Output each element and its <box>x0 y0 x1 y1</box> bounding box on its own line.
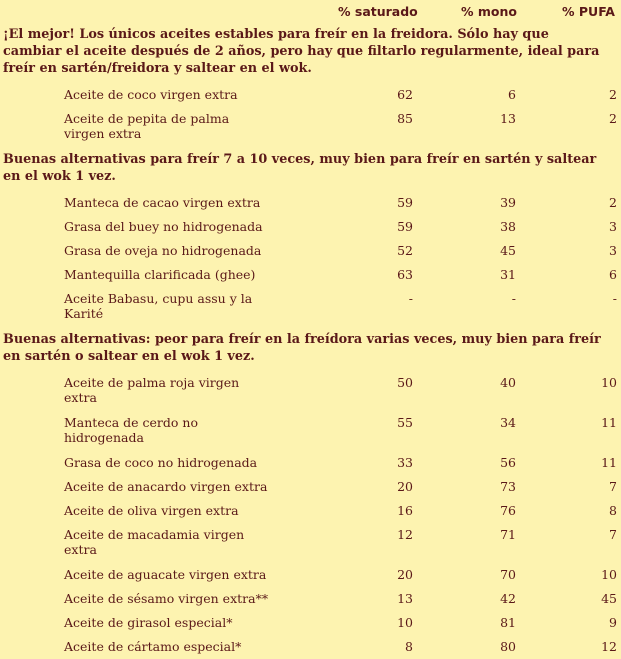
value-mono: 56 <box>500 455 516 470</box>
value-saturado: 62 <box>397 87 413 102</box>
oil-name: Aceite de aguacate virgen extra <box>64 567 267 582</box>
value-pufa: 6 <box>609 267 617 282</box>
section-title: Buenas alternativas: peor para freír en la freídora varias veces, muy bien para freír en sartén o saltear en el wok 1 vez. <box>3 332 601 364</box>
oil-name: Grasa de coco no hidrogenada <box>64 455 258 470</box>
table-row <box>0 107 621 147</box>
value-pufa: 45 <box>601 591 617 606</box>
value-mono: 76 <box>500 503 516 518</box>
value-saturado: 13 <box>397 591 413 606</box>
value-saturado: 59 <box>397 219 413 234</box>
oil-name: Aceite de anacardo virgen extra <box>64 479 268 494</box>
groups-container <box>0 22 621 659</box>
value-mono: 39 <box>500 195 516 210</box>
oil-name: Grasa del buey no hidrogenada <box>64 219 263 234</box>
value-pufa: 9 <box>609 615 617 630</box>
value-saturado: 52 <box>397 243 413 258</box>
table-row <box>0 83 621 107</box>
table-row <box>0 635 621 659</box>
value-pufa: 2 <box>609 111 617 126</box>
value-mono: 73 <box>500 479 516 494</box>
section-title: ¡El mejor! Los únicos aceites estables para freír en la freidora. Sólo hay que cambiar el aceite después de 2 años, pero hay que filtarlo regularmente, ideal para freír en sartén/freidora y saltear en el wok. <box>3 27 600 76</box>
value-mono: 40 <box>500 375 516 390</box>
header-pufa: % PUFA <box>562 4 615 19</box>
value-mono: 80 <box>500 639 516 654</box>
value-saturado: 10 <box>397 615 413 630</box>
value-mono: - <box>511 291 516 306</box>
value-pufa: 12 <box>601 639 617 654</box>
value-pufa: 7 <box>609 479 617 494</box>
table-row <box>0 523 621 563</box>
value-pufa: - <box>612 291 617 306</box>
oil-name: Grasa de oveja no hidrogenada <box>64 243 262 258</box>
value-pufa: 2 <box>609 87 617 102</box>
value-mono: 45 <box>500 243 516 258</box>
oil-name: Aceite de coco virgen extra <box>64 87 238 102</box>
table-row <box>0 371 621 411</box>
table-row <box>0 287 621 327</box>
oil-name: Aceite de macadamia virgen extra <box>64 527 245 557</box>
value-pufa: 10 <box>601 375 617 390</box>
value-saturado: 55 <box>397 415 413 430</box>
table-row <box>0 563 621 587</box>
value-saturado: 12 <box>397 527 413 542</box>
value-pufa: 2 <box>609 195 617 210</box>
value-saturado: 8 <box>405 639 413 654</box>
oil-name: Mantequilla clarificada (ghee) <box>64 267 256 282</box>
value-saturado: 20 <box>397 479 413 494</box>
value-saturado: 50 <box>397 375 413 390</box>
value-mono: 71 <box>500 527 516 542</box>
value-saturado: 63 <box>397 267 413 282</box>
value-mono: 34 <box>500 415 516 430</box>
value-mono: 70 <box>500 567 516 582</box>
oil-name: Aceite de oliva virgen extra <box>64 503 239 518</box>
value-pufa: 10 <box>601 567 617 582</box>
value-mono: 42 <box>500 591 516 606</box>
table-row <box>0 499 621 523</box>
table-row <box>0 587 621 611</box>
value-mono: 6 <box>508 87 516 102</box>
value-mono: 13 <box>500 111 516 126</box>
oil-name: Aceite de sésamo virgen extra** <box>64 591 269 606</box>
value-pufa: 11 <box>601 455 617 470</box>
value-pufa: 11 <box>601 415 617 430</box>
oil-name: Aceite de cártamo especial* <box>64 639 242 654</box>
value-mono: 81 <box>500 615 516 630</box>
value-saturado: 59 <box>397 195 413 210</box>
table-row <box>0 451 621 475</box>
table-row <box>0 239 621 263</box>
oil-name: Manteca de cacao virgen extra <box>64 195 261 210</box>
value-mono: 31 <box>500 267 516 282</box>
table-row <box>0 191 621 215</box>
value-mono: 38 <box>500 219 516 234</box>
header-mono: % mono <box>461 4 517 19</box>
value-pufa: 7 <box>609 527 617 542</box>
value-saturado: 20 <box>397 567 413 582</box>
value-pufa: 8 <box>609 503 617 518</box>
value-saturado: - <box>408 291 413 306</box>
table-row <box>0 475 621 499</box>
header-saturado: % saturado <box>338 4 418 19</box>
oil-name: Aceite de pepita de palma virgen extra <box>64 111 230 141</box>
section-title: Buenas alternativas para freír 7 a 10 veces, muy bien para freír en sartén y saltear en el wok 1 vez. <box>3 152 597 184</box>
table-row <box>0 263 621 287</box>
value-pufa: 3 <box>609 243 617 258</box>
oil-name: Aceite de palma roja virgen extra <box>64 375 240 405</box>
value-saturado: 16 <box>397 503 413 518</box>
oil-name: Aceite Babasu, cupu assu y la Karité <box>64 291 253 321</box>
oil-name: Manteca de cerdo no hidrogenada <box>64 415 198 445</box>
value-saturado: 33 <box>397 455 413 470</box>
value-saturado: 85 <box>397 111 413 126</box>
table-row <box>0 215 621 239</box>
value-pufa: 3 <box>609 219 617 234</box>
column-headers <box>0 0 621 22</box>
oil-name: Aceite de girasol especial* <box>64 615 233 630</box>
table-row <box>0 611 621 635</box>
table-row <box>0 411 621 451</box>
